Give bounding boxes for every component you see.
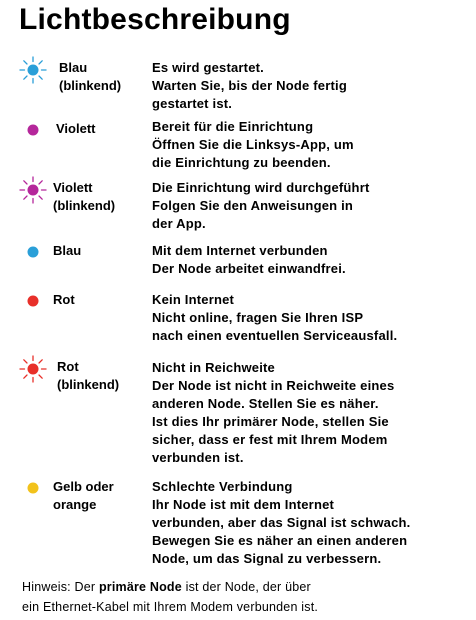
footnote — [22, 577, 462, 617]
light-description — [152, 179, 370, 233]
light-status-text: Ihr Node ist mit dem Internet verbunden, aber das Signal ist schwach. Bewegen Sie es näher an einen anderen Node, um das Signal zu verbessern. — [152, 497, 411, 566]
blue-light-icon — [19, 238, 47, 266]
light-status-text: Der Node ist nicht in Reichweite eines anderen Node. Stellen Sie es näher. Ist dies Ihr primärer Node, stellen Sie sicher, dass er fest mit Ihrem Modem verbunden ist. — [152, 378, 395, 465]
light-status-text: Folgen Sie den Anweisungen in der App. — [152, 198, 354, 231]
blinking-blue-light-icon — [19, 56, 47, 84]
blinking-violet-light-icon — [19, 176, 47, 204]
light-color-label: Rot — [53, 292, 75, 307]
light-description — [152, 242, 346, 278]
light-description — [152, 291, 397, 345]
light-status-text: Der Node arbeitet einwandfrei. — [152, 261, 346, 276]
yellow-orange-light-icon — [19, 474, 47, 502]
light-status-heading: Es wird gestartet. — [152, 60, 264, 75]
light-color-label: Blau (blinkend) — [59, 60, 122, 93]
light-description — [152, 59, 347, 113]
light-status-heading: Kein Internet — [152, 292, 235, 307]
blinking-red-light-icon — [19, 355, 47, 383]
light-status-heading: Bereit für die Einrichtung — [152, 119, 314, 134]
light-status-heading: Mit dem Internet verbunden — [152, 243, 328, 258]
light-status-heading: Schlechte Verbindung — [152, 479, 293, 494]
light-color-label: Violett — [56, 121, 96, 136]
footnote-suffix: ist der Node, der über ein Ethernet-Kabel mit Ihrem Modem verbunden ist. — [22, 580, 319, 614]
footnote-prefix: Hinweis: Der — [22, 580, 99, 594]
violet-light-icon — [19, 116, 47, 144]
light-description — [152, 359, 394, 467]
light-color-label: Rot (blinkend) — [57, 359, 120, 392]
light-status-text: Öffnen Sie die Linksys-App, um die Einrichtung zu beenden. — [152, 137, 354, 170]
page-title: Lichtbeschreibung — [19, 3, 291, 36]
light-color-label: Violett (blinkend) — [53, 180, 116, 213]
light-color-label: Gelb oder orange — [53, 479, 114, 512]
light-status-text: Warten Sie, bis der Node fertig gestartet ist. — [152, 78, 347, 111]
light-status-heading: Nicht in Reichweite — [152, 360, 275, 375]
light-color-label: Blau — [53, 243, 82, 258]
red-light-icon — [19, 287, 47, 315]
light-description — [152, 118, 354, 172]
light-status-heading: Die Einrichtung wird durchgeführt — [152, 180, 370, 195]
footnote-emphasis: primäre Node — [98, 580, 182, 594]
light-status-text: Nicht online, fragen Sie Ihren ISP nach einen eventuellen Serviceausfall. — [152, 310, 398, 343]
light-description — [152, 478, 411, 568]
